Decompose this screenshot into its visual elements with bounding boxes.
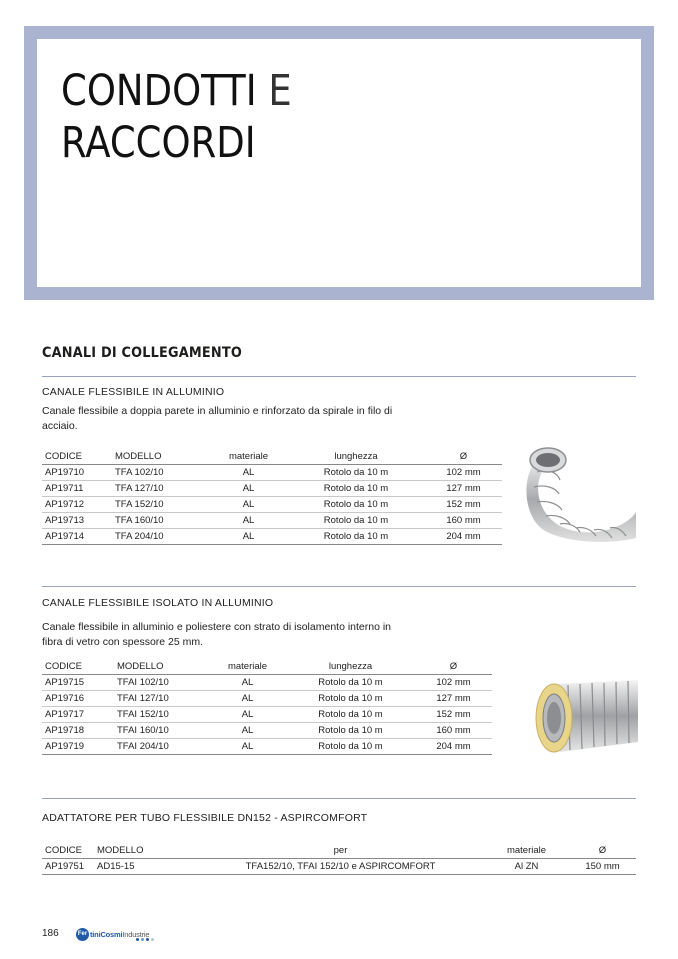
table-cell: 204 mm — [412, 739, 492, 755]
logo-dot — [151, 938, 154, 941]
product1-table — [42, 449, 502, 545]
table-cell: AP19713 — [42, 513, 112, 529]
table-cell: AP19718 — [42, 723, 114, 739]
table-cell: AL — [206, 707, 286, 723]
table-cell: AL — [206, 723, 286, 739]
header-codice: CODICE — [42, 843, 94, 859]
table-row — [42, 859, 636, 875]
page-number: 186 — [42, 928, 59, 939]
table-cell: AL — [206, 691, 286, 707]
table-cell: Rotolo da 10 m — [286, 691, 412, 707]
product3-title: ADATTATORE PER TUBO FLESSIBILE DN152 - ASPIRCOMFORT — [42, 812, 368, 824]
table-row — [42, 707, 492, 723]
divider — [42, 376, 636, 377]
product1-description: Canale flessibile a doppia parete in alluminio e rinforzato da spirale in filo di acciaio. — [42, 405, 393, 432]
table-row — [42, 691, 492, 707]
header-materiale: materiale — [484, 843, 566, 859]
table-cell: TFAI 102/10 — [114, 675, 206, 691]
table-cell: AL — [207, 481, 287, 497]
title-line2: RACCORDI — [61, 118, 256, 168]
table-cell: AP19710 — [42, 465, 112, 481]
section-title: CANALI DI COLLEGAMENTO — [42, 345, 242, 361]
table-cell: Rotolo da 10 m — [287, 481, 422, 497]
table-cell: AL — [206, 739, 286, 755]
header-lunghezza: lunghezza — [287, 449, 422, 465]
table-cell: TFAI 204/10 — [114, 739, 206, 755]
logo-dot — [141, 938, 144, 941]
table-cell: AL — [207, 513, 287, 529]
table-cell: 204 mm — [422, 529, 502, 545]
table-cell: 152 mm — [422, 497, 502, 513]
company-logo — [76, 926, 149, 942]
table-cell: 102 mm — [422, 465, 502, 481]
table-cell: AL — [207, 529, 287, 545]
product3-table — [42, 843, 636, 875]
table-cell: AP19715 — [42, 675, 114, 691]
table-cell: TFAI 152/10 — [114, 707, 206, 723]
header-per: per — [194, 843, 484, 859]
logo-dots — [136, 938, 154, 941]
table-cell: 160 mm — [412, 723, 492, 739]
table-row — [42, 739, 492, 755]
header-codice: CODICE — [42, 659, 114, 675]
table-cell: Rotolo da 10 m — [286, 707, 412, 723]
table-cell: TFA152/10, TFAI 152/10 e ASPIRCOMFORT — [194, 859, 484, 875]
table-cell: Rotolo da 10 m — [286, 739, 412, 755]
table-cell: AP19711 — [42, 481, 112, 497]
table-cell: 160 mm — [422, 513, 502, 529]
table-cell: AL — [207, 497, 287, 513]
logo-dot — [136, 938, 139, 941]
table-cell: Rotolo da 10 m — [287, 497, 422, 513]
header-materiale: materiale — [207, 449, 287, 465]
table-cell: TFA 152/10 — [112, 497, 207, 513]
table-cell: AP19714 — [42, 529, 112, 545]
header-modello: MODELLO — [114, 659, 206, 675]
table-cell: AL — [206, 675, 286, 691]
table-row — [42, 675, 492, 691]
logo-dot — [146, 938, 149, 941]
header-modello: MODELLO — [112, 449, 207, 465]
table-row — [42, 465, 502, 481]
table-cell: Rotolo da 10 m — [287, 529, 422, 545]
table-cell: AP19717 — [42, 707, 114, 723]
table-cell: TFA 204/10 — [112, 529, 207, 545]
table-cell: 127 mm — [422, 481, 502, 497]
divider — [42, 798, 636, 799]
divider — [42, 586, 636, 587]
table-row — [42, 497, 502, 513]
header-lunghezza: lunghezza — [286, 659, 412, 675]
table-cell: Al ZN — [484, 859, 566, 875]
header-materiale: materiale — [206, 659, 286, 675]
hero-frame — [24, 26, 654, 300]
table-cell: 127 mm — [412, 691, 492, 707]
table-cell: TFAI 160/10 — [114, 723, 206, 739]
table-cell: Rotolo da 10 m — [287, 513, 422, 529]
table-cell: Rotolo da 10 m — [286, 723, 412, 739]
table-cell: AP19712 — [42, 497, 112, 513]
table-cell: AD15-15 — [94, 859, 194, 875]
insulated-flexible-duct-icon — [520, 676, 638, 756]
page-title — [61, 65, 292, 169]
header-modello: MODELLO — [94, 843, 194, 859]
table-cell: AP19716 — [42, 691, 114, 707]
table-header-row — [42, 843, 636, 859]
table-header-row — [42, 449, 502, 465]
logo-text: tiniCosmiIndustrie — [90, 929, 150, 939]
header-diameter: Ø — [566, 843, 636, 859]
table-cell: AL — [207, 465, 287, 481]
table-cell: TFA 127/10 — [112, 481, 207, 497]
table-cell: 152 mm — [412, 707, 492, 723]
table-cell: TFA 102/10 — [112, 465, 207, 481]
table-cell: TFAI 127/10 — [114, 691, 206, 707]
table-row — [42, 513, 502, 529]
flexible-aluminium-duct-icon — [512, 432, 636, 544]
title-line1: CONDOTTI E — [61, 66, 292, 116]
table-row — [42, 529, 502, 545]
table-cell: AP19719 — [42, 739, 114, 755]
table-cell: Rotolo da 10 m — [287, 465, 422, 481]
header-diameter: Ø — [412, 659, 492, 675]
product1-title: CANALE FLESSIBILE IN ALLUMINIO — [42, 386, 225, 398]
table-cell: 102 mm — [412, 675, 492, 691]
product2-description: Canale flessibile in alluminio e poliestere con strato di isolamento interno in fibra di vetro con spessore 25 mm. — [42, 621, 392, 648]
product2-table — [42, 659, 492, 755]
header-diameter: Ø — [422, 449, 502, 465]
table-row — [42, 723, 492, 739]
table-cell: 150 mm — [566, 859, 636, 875]
table-header-row — [42, 659, 492, 675]
table-cell: AP19751 — [42, 859, 94, 875]
header-codice: CODICE — [42, 449, 112, 465]
table-row — [42, 481, 502, 497]
table-cell: Rotolo da 10 m — [286, 675, 412, 691]
product2-title: CANALE FLESSIBILE ISOLATO IN ALLUMINIO — [42, 597, 274, 609]
table-cell: TFA 160/10 — [112, 513, 207, 529]
logo-badge: Fer — [76, 928, 89, 941]
